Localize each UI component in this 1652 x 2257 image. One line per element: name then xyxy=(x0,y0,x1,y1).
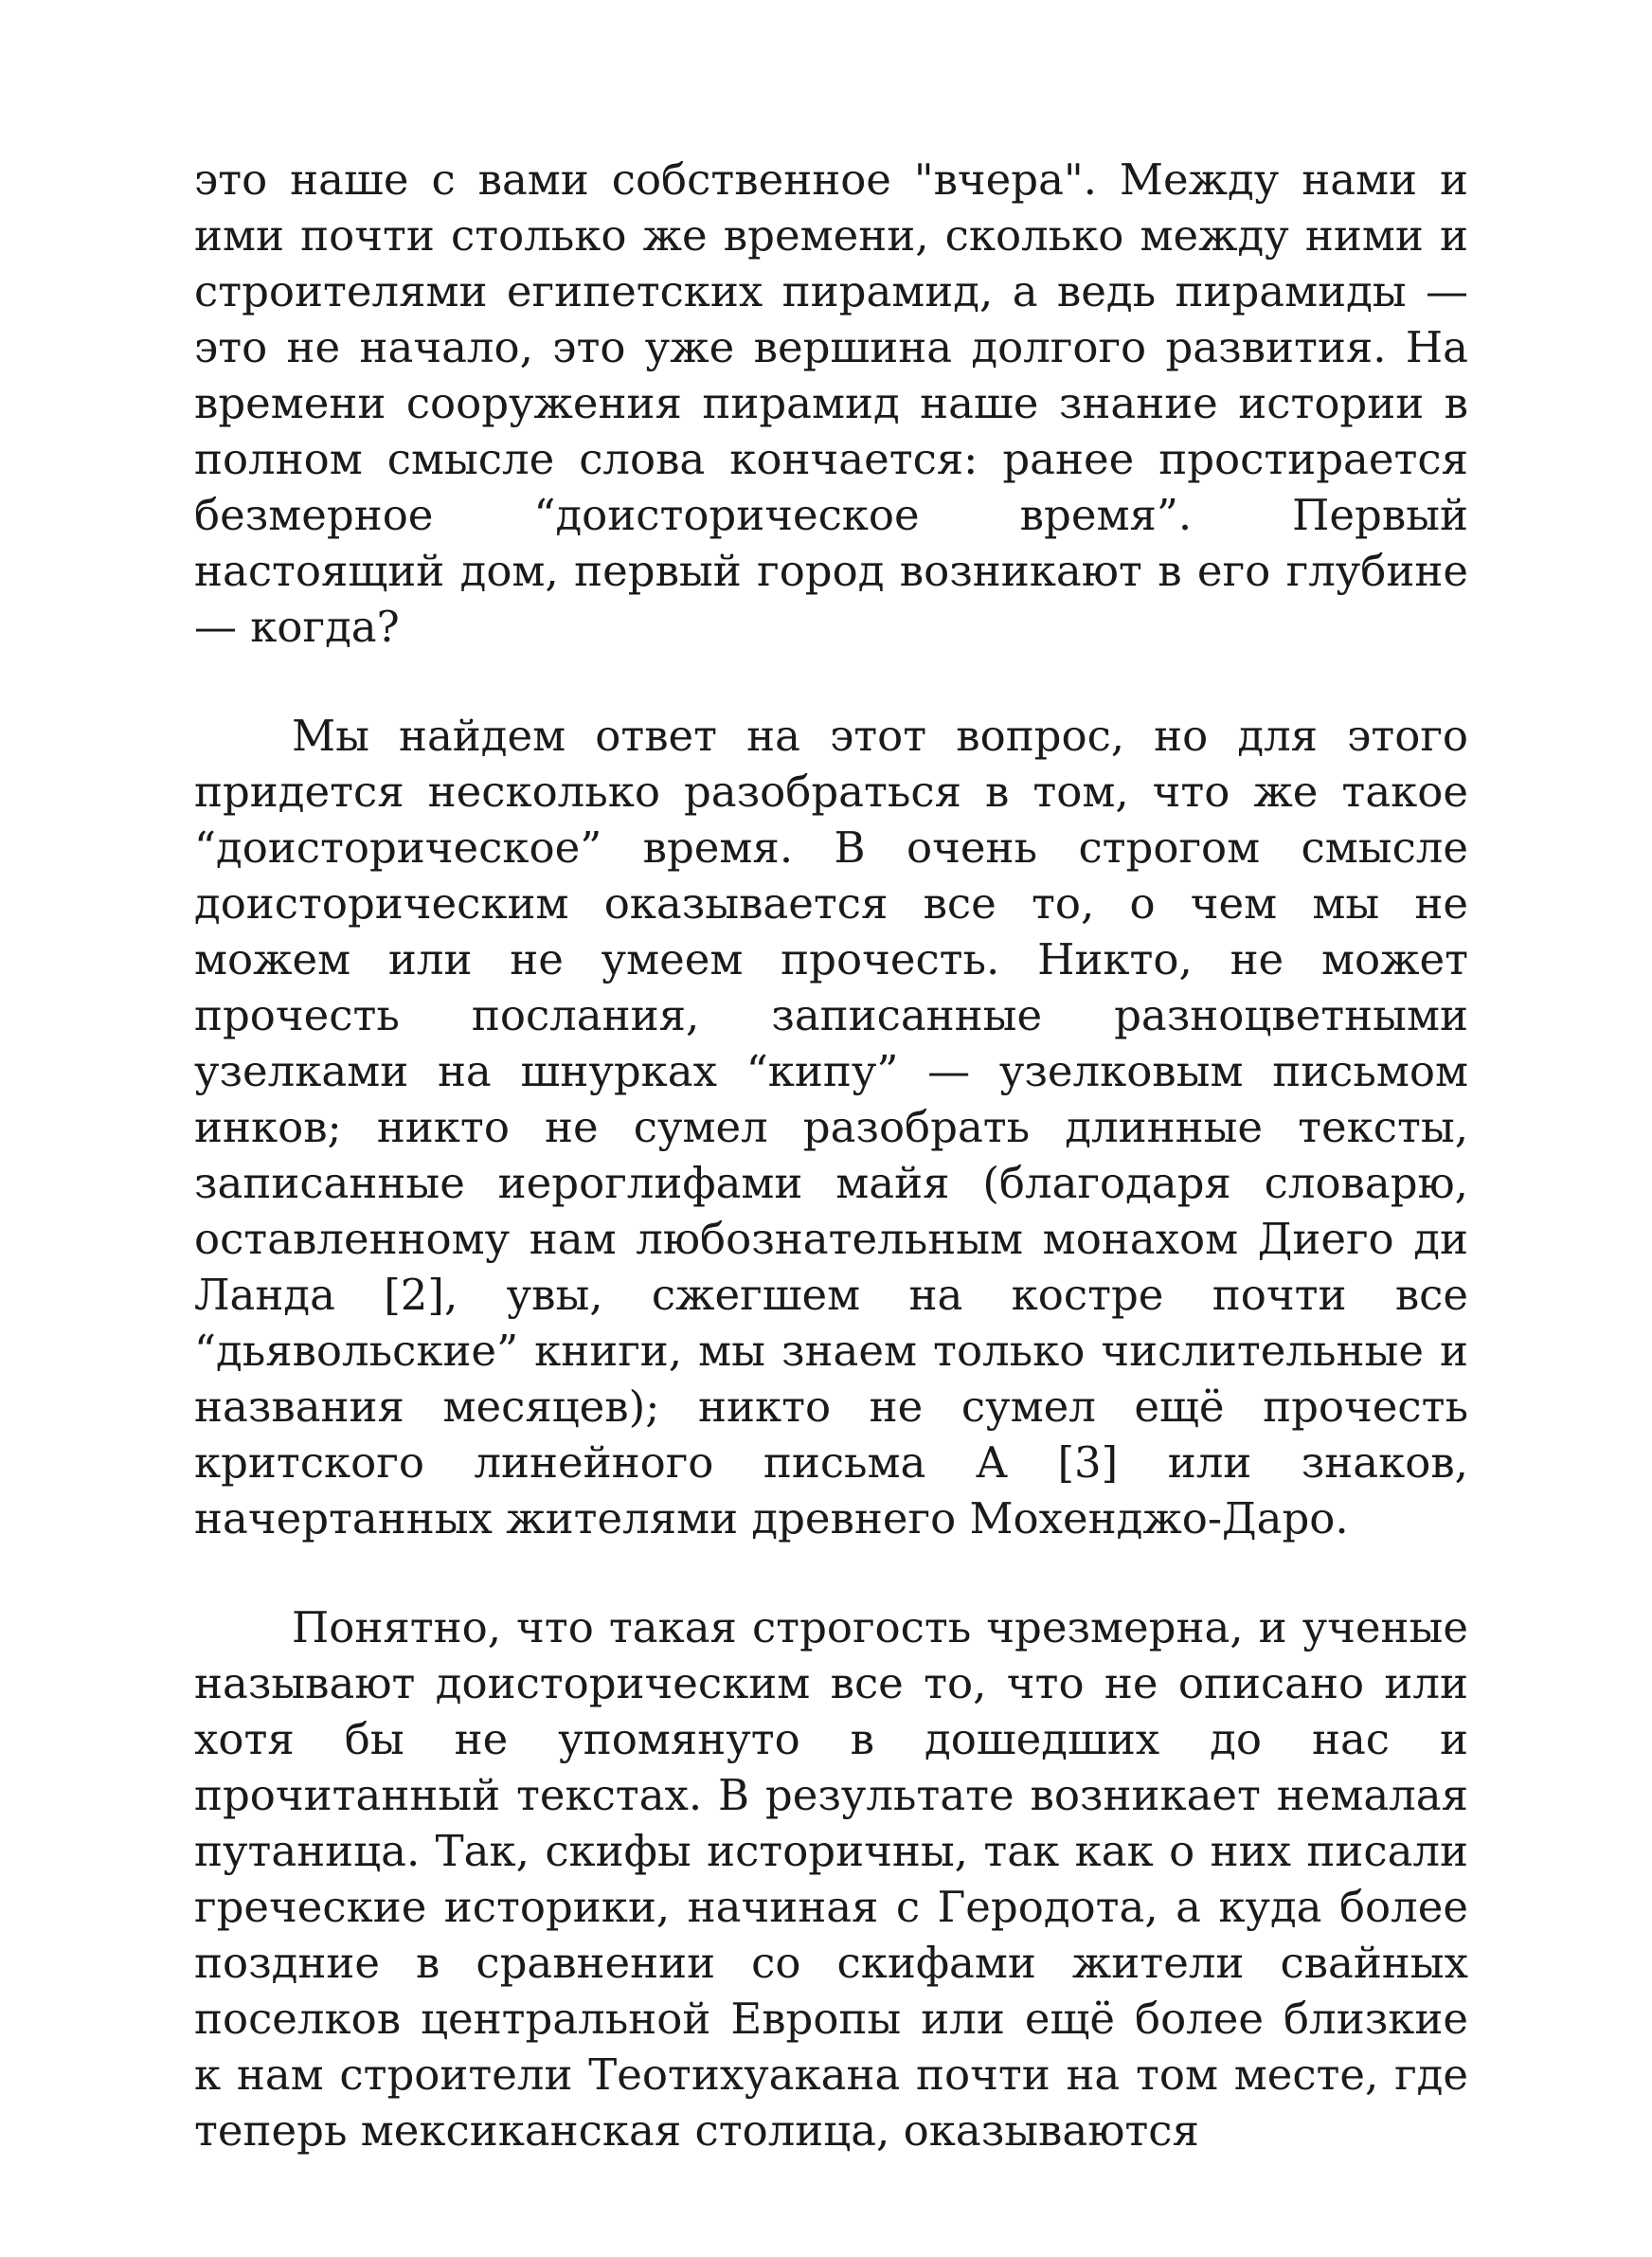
document-page xyxy=(194,152,1468,2158)
paragraph: Понятно, что такая строгость чрезмерна, и ученые называют доисторическим все то, что не описано или хотя бы не упомянуто в дошедших до нас и прочитанный текстах. В результате возникает немалая путаница. Так, скифы историчны, так как о них писали греческие историки, начиная с Геродота, а куда более поздние в сравнении со скифами жители свайных поселков центральной Европы или ещё более близкие к нам строители Теотихуакана почти на том месте, где теперь мексиканская столица, оказываются xyxy=(194,1602,1468,2156)
paragraph: Мы найдем ответ на этот вопрос, но для этого придется несколько разобраться в том, что же такое “доисторическое” время. В очень строгом смысле доисторическим оказывается все то, о чем мы не можем или не умеем прочесть. Никто, не может прочесть послания, записанные разноцветными узелками на шнурках “кипу” — узелковым письмом инков; никто не сумел разобрать длинные тексты, записанные иероглифами майя (благодаря словарю, оставленному нам любознательным монахом Диего ди Ланда [2], увы, сжегшем на костре почти все “дьявольские” книги, мы знаем только числительные и названия месяцев); никто не сумел ещё прочесть критского линейного письма А [3] или знаков, начертанных жителями древнего Мохенджо-Даро. xyxy=(194,711,1468,1544)
paragraph: это наше с вами собственное "вчера". Между нами и ими почти столько же времени, сколько между ними и строителями египетских пирамид, а ведь пирамиды — это не начало, это уже вершина долгого развития. На времени сооружения пирамид наше знание истории в полном смысле слова кончается: ранее простирается безмерное “доисторическое время”. Первый настоящий дом, первый город возникают в его глубине — когда? xyxy=(194,154,1468,652)
